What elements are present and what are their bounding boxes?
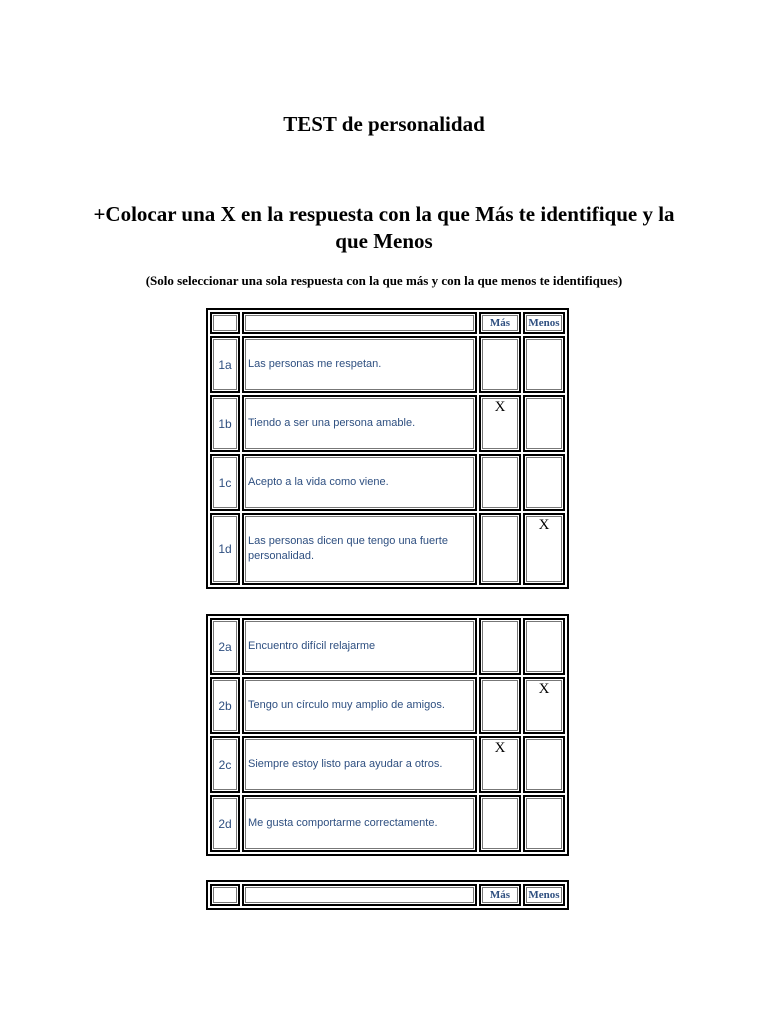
header-mas: Más	[479, 884, 521, 906]
table-row	[210, 513, 565, 585]
instruction-note: (Solo seleccionar una sola respuesta con la que más y con la que menos te identifiques)	[145, 273, 623, 288]
header-mas: Más	[479, 312, 521, 334]
table-row	[210, 454, 565, 511]
question-id: 2b	[210, 677, 240, 734]
header-id-cell	[210, 884, 240, 906]
question-text: Me gusta comportarme correctamente.	[242, 795, 477, 852]
instruction-text: +Colocar una X en la respuesta con la que Más te identifique y la que Menos	[93, 202, 675, 253]
menos-answer-cell[interactable]	[523, 395, 565, 452]
menos-answer-cell[interactable]	[523, 454, 565, 511]
table-row	[210, 677, 565, 734]
mas-answer-cell[interactable]	[479, 336, 521, 393]
menos-answer-cell[interactable]	[523, 736, 565, 793]
question-id: 1d	[210, 513, 240, 585]
question-table-1	[206, 308, 569, 589]
question-id: 1a	[210, 336, 240, 393]
header-text-cell	[242, 884, 477, 906]
question-text: Las personas me respetan.	[242, 336, 477, 393]
mas-answer-cell[interactable]: X	[479, 395, 521, 452]
header-menos: Menos	[523, 884, 565, 906]
mas-answer-cell[interactable]: X	[479, 736, 521, 793]
menos-answer-cell[interactable]	[523, 336, 565, 393]
question-text: Tiendo a ser una persona amable.	[242, 395, 477, 452]
mas-answer-cell[interactable]	[479, 454, 521, 511]
question-id: 2a	[210, 618, 240, 675]
table-header-row	[210, 884, 565, 906]
question-text: Encuentro difícil relajarme	[242, 618, 477, 675]
question-text: Siempre estoy listo para ayudar a otros.	[242, 736, 477, 793]
page-title: TEST de personalidad	[283, 112, 485, 136]
question-id: 1b	[210, 395, 240, 452]
question-table-3	[206, 880, 569, 910]
question-id: 1c	[210, 454, 240, 511]
mas-answer-cell[interactable]	[479, 618, 521, 675]
mas-answer-cell[interactable]	[479, 513, 521, 585]
question-text: Tengo un círculo muy amplio de amigos.	[242, 677, 477, 734]
table-row	[210, 795, 565, 852]
header-id-cell	[210, 312, 240, 334]
question-table-2	[206, 614, 569, 856]
table-row	[210, 618, 565, 675]
table-header-row	[210, 312, 565, 334]
header-menos: Menos	[523, 312, 565, 334]
question-text: Las personas dicen que tengo una fuerte personalidad.	[242, 513, 477, 585]
table-row	[210, 736, 565, 793]
question-id: 2c	[210, 736, 240, 793]
header-text-cell	[242, 312, 477, 334]
table-row	[210, 336, 565, 393]
menos-answer-cell[interactable]	[523, 795, 565, 852]
table-row	[210, 395, 565, 452]
menos-answer-cell[interactable]	[523, 618, 565, 675]
mas-answer-cell[interactable]	[479, 795, 521, 852]
question-text: Acepto a la vida como viene.	[242, 454, 477, 511]
question-id: 2d	[210, 795, 240, 852]
menos-answer-cell[interactable]: X	[523, 513, 565, 585]
mas-answer-cell[interactable]	[479, 677, 521, 734]
menos-answer-cell[interactable]: X	[523, 677, 565, 734]
